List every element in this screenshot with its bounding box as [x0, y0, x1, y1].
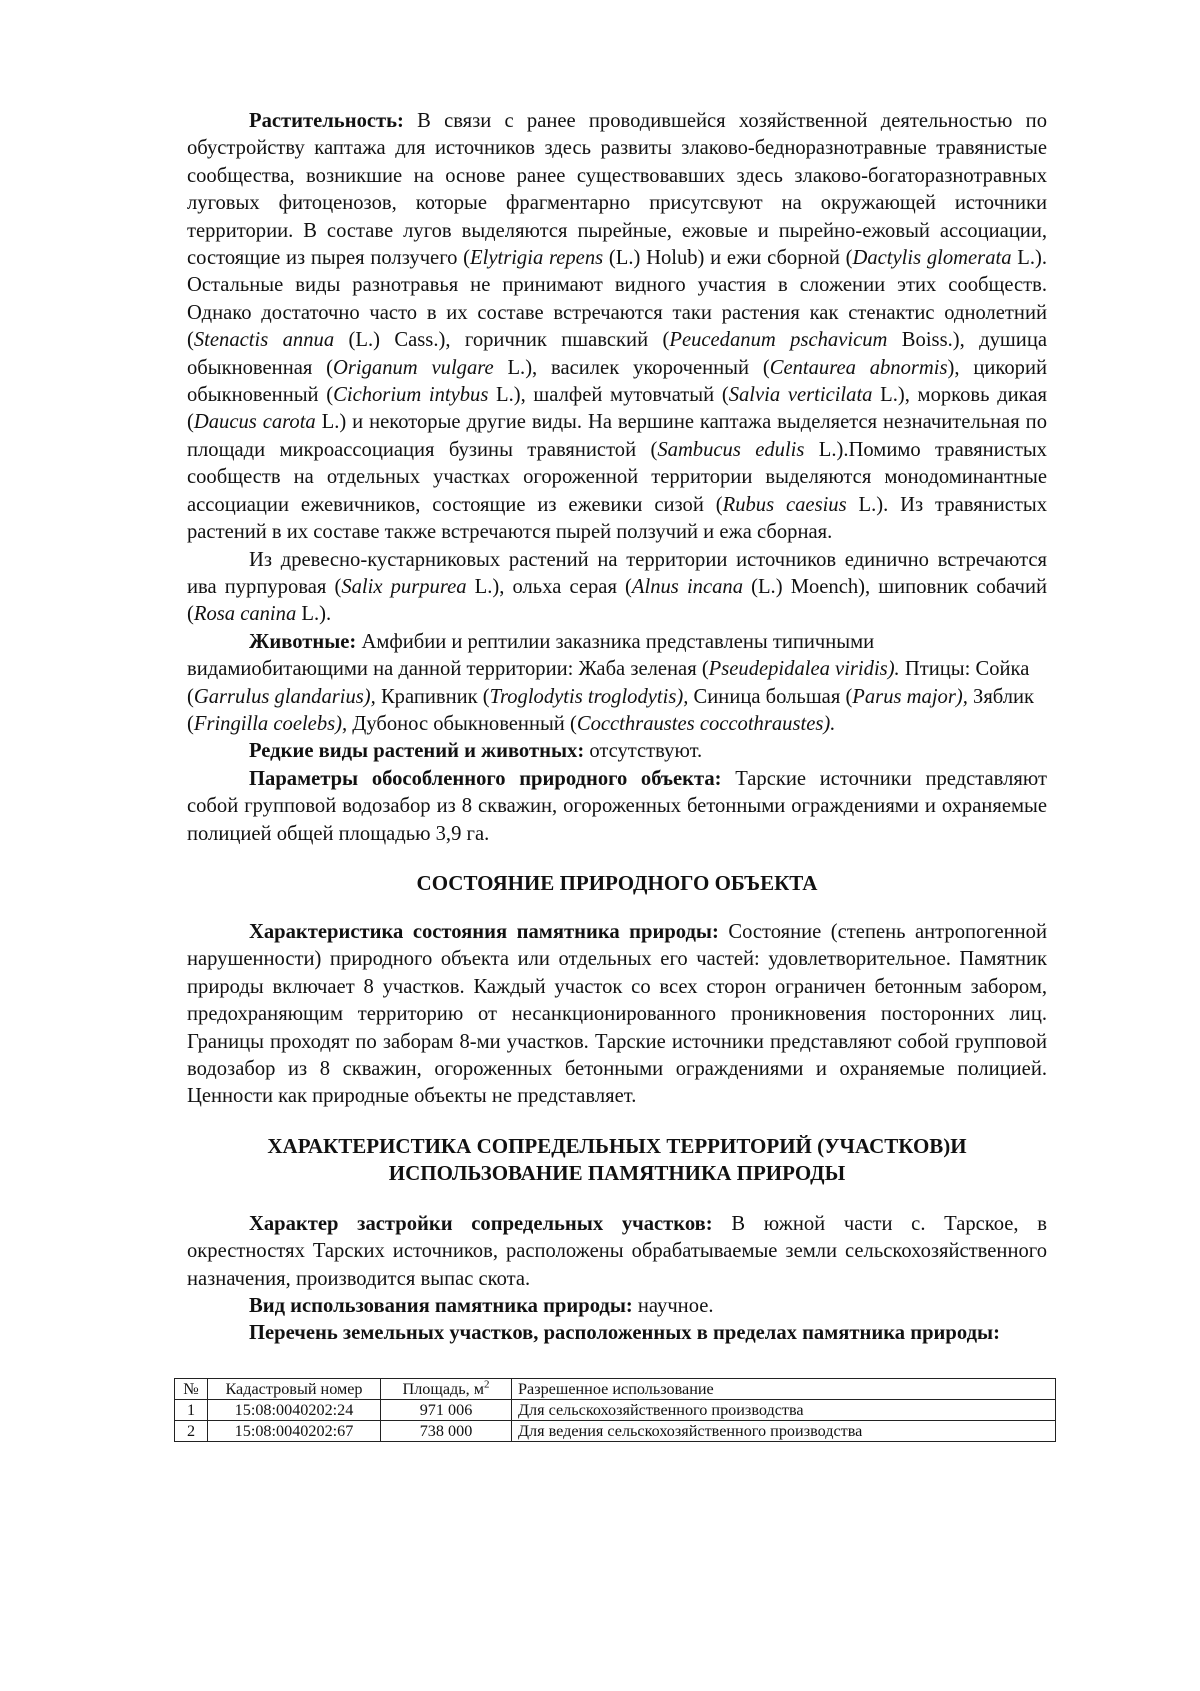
cell-number: 2 — [175, 1420, 208, 1441]
lead-land-list: Перечень земельных участков, расположенных в пределах памятника природы: — [249, 1322, 1000, 1345]
heading-adjacent-line2: ИСПОЛЬЗОВАНИЕ ПАМЯТНИКА ПРИРОДЫ — [388, 1160, 846, 1185]
latin-name: Troglodytis troglodytis), — [489, 685, 689, 708]
cell-number: 1 — [175, 1399, 208, 1420]
latin-name: Parus major), — [852, 685, 968, 708]
text: Тарские источники представляют собой групповой водозабор из 8 скважин, огороженных бетонными ограждениями и охраняемые полицией общей площадью 3,9 га. — [187, 767, 1047, 845]
text: В южной части с. Тарское, в окрестностях Тарских источников, расположены обрабатываемые земли сельскохозяйственного назначения, производится выпас скота. — [187, 1212, 1047, 1290]
text: Крапивник ( — [375, 685, 490, 708]
latin-name: Daucus carota — [193, 411, 316, 434]
lead-rare-species: Редкие виды растений и животных: — [249, 740, 585, 763]
paragraph-animals — [187, 629, 1047, 739]
text: Boiss.), душица обыкновенная ( — [187, 329, 1047, 379]
text: L.). — [296, 603, 332, 626]
heading-object-state: СОСТОЯНИЕ ПРИРОДНОГО ОБЪЕКТА — [416, 870, 818, 895]
latin-name: Cichorium intybus — [333, 384, 489, 407]
text: Синица большая ( — [688, 685, 853, 708]
lead-object-state: Характеристика состояния памятника природы: — [249, 920, 719, 943]
latin-name: Origanum vulgare — [333, 356, 494, 379]
text: Амфибии и рептилии заказника представлены типичными видамиобитающими на данной территории: Жаба зеленая ( — [187, 630, 875, 681]
latin-name: Dactylis glomerata — [852, 247, 1012, 270]
latin-name: Fringilla coelebs), — [193, 712, 348, 735]
latin-name: Peucedanum pschavicum — [669, 329, 888, 352]
text: (L.) Moench), шиповник собачий ( — [187, 575, 1048, 626]
text: L.), ольха серая ( — [466, 575, 632, 598]
latin-name: Salix purpurea — [341, 575, 467, 598]
text: В связи с ранее проводившейся хозяйственной деятельностью по обустройству каптажа для источников здесь развиты злаково-бедноразнотравные травянистые сообщества, возникшие на основе ранее существовавших здесь злаково-богаторазнотравных луговых фитоценозов, которые фрагментарно присутсвуют на окружающей источники территории. В составе лугов выделяются пырейные, ежовые и пырейно-ежовый ассоциации, состоящие из пырея ползучего ( — [187, 110, 1047, 270]
cell-permitted-use: Для сельскохозяйственного производства — [512, 1399, 1056, 1420]
latin-name: Pseudepidalea viridis). — [708, 658, 900, 681]
text: L.), морковь дикая ( — [187, 384, 1047, 434]
cell-cadastral: 15:08:0040202:67 — [208, 1420, 381, 1441]
paragraph-land-list — [187, 1320, 1047, 1347]
text: Птицы: Сойка ( — [187, 658, 1030, 708]
paragraph-building — [187, 1211, 1047, 1293]
table-row — [175, 1420, 1056, 1441]
table-row — [175, 1399, 1056, 1420]
text: Дубонос обыкновенный ( — [347, 712, 577, 735]
text: Из древесно-кустарниковых растений на территории источников единично встречаются ива пурпуровая ( — [187, 548, 1047, 598]
text: (L.) Cass.), горичник пшавский ( — [334, 329, 670, 352]
latin-name: Coccthraustes coccothraustes). — [576, 712, 836, 735]
text: L.) и некоторые другие виды. На вершине каптажа выделяется незначительная по площади микроассоциация бузины травянистой ( — [187, 411, 1047, 461]
latin-name: Stenactis annua — [193, 329, 335, 352]
lead-animals: Животные: — [249, 630, 357, 653]
text: научное. — [632, 1295, 714, 1318]
cell-area: 738 000 — [381, 1420, 512, 1441]
area-label: Площадь, м — [402, 1379, 484, 1398]
latin-name: Rosa canina — [193, 603, 297, 626]
text: ), цикорий обыкновенный ( — [187, 356, 1047, 407]
text: L.). Остальные виды разнотравья не принимают видного участия в сложении этих сообществ. Однако достаточно часто в их составе встречаются таки растения как стенактис однолетний ( — [187, 247, 1048, 352]
cell-cadastral: 15:08:0040202:24 — [208, 1399, 381, 1420]
document-page — [183, 108, 1048, 1442]
paragraph-object-state — [187, 919, 1047, 1111]
col-header-cadastral: Кадастровый номер — [208, 1378, 381, 1399]
paragraph-parameters — [187, 766, 1047, 848]
col-header-permitted-use: Разрешенное использование — [512, 1378, 1056, 1399]
latin-name: Elytrigia repens — [470, 247, 604, 270]
latin-name: Sambucus edulis — [657, 438, 805, 461]
latin-name: Centaurea abnormis — [769, 356, 948, 379]
lead-building: Характер застройки сопредельных участков: — [249, 1212, 713, 1235]
heading-adjacent-line1: ХАРАКТЕРИСТИКА СОПРЕДЕЛЬНЫХ ТЕРРИТОРИЙ (УЧАСТКОВ)И — [267, 1133, 967, 1158]
paragraph-vegetation — [187, 108, 1047, 547]
lead-parameters: Параметры обособленного природного объекта: — [249, 767, 722, 790]
cell-permitted-use: Для ведения сельскохозяйственного производства — [512, 1420, 1056, 1441]
area-unit-sup: 2 — [483, 1378, 490, 1391]
paragraph-rare-species — [187, 738, 1047, 765]
lead-use: Вид использования памятника природы: — [249, 1295, 633, 1318]
paragraph-use — [187, 1293, 1047, 1320]
paragraph-trees — [187, 547, 1047, 629]
land-table-wrapper — [183, 1378, 1047, 1442]
text: L.).Помимо травянистых сообществ на отдельных участках огороженной территории выделяются монодоминантные ассоциации ежевичников, состоящие из ежевики сизой ( — [187, 438, 1047, 516]
lead-vegetation: Растительность: — [249, 110, 404, 132]
text: Зяблик ( — [187, 685, 1035, 735]
col-header-number: № — [175, 1378, 208, 1399]
table-header-row — [175, 1378, 1056, 1399]
text: Состояние (степень антропогенной нарушенности) природного объекта или отдельных его частей: удовлетворительное. Памятник природы включает 8 участков. Каждый участок со всех сторон ограничен бетонным забором, предохраняющим территорию от несанкционированного проникновения посторонних лиц. Границы проходят по заборам 8-ми участков. Тарские источники представляют собой групповой водозабор из 8 скважин, огороженных бетонными ограждениями и охраняемые полицией. Ценности как природные объекты не представляет. — [187, 920, 1047, 1108]
latin-name: Garrulus glandarius), — [193, 685, 376, 708]
land-plots-table — [174, 1378, 1056, 1442]
text: (L.) Holub) и ежи сборной ( — [603, 247, 853, 270]
latin-name: Alnus incana — [631, 575, 743, 598]
text: L.). Из травянистых растений в их составе также встречаются пырей ползучий и ежа сборная. — [187, 493, 1047, 544]
cell-area: 971 006 — [381, 1399, 512, 1420]
latin-name: Rubus caesius — [722, 493, 847, 516]
col-header-area — [381, 1378, 512, 1399]
text: отсутствуют. — [584, 740, 703, 763]
text: L.), василек укороченный ( — [493, 356, 770, 379]
latin-name: Salvia verticilata — [728, 384, 873, 407]
text: L.), шалфей мутовчатый ( — [488, 384, 729, 407]
